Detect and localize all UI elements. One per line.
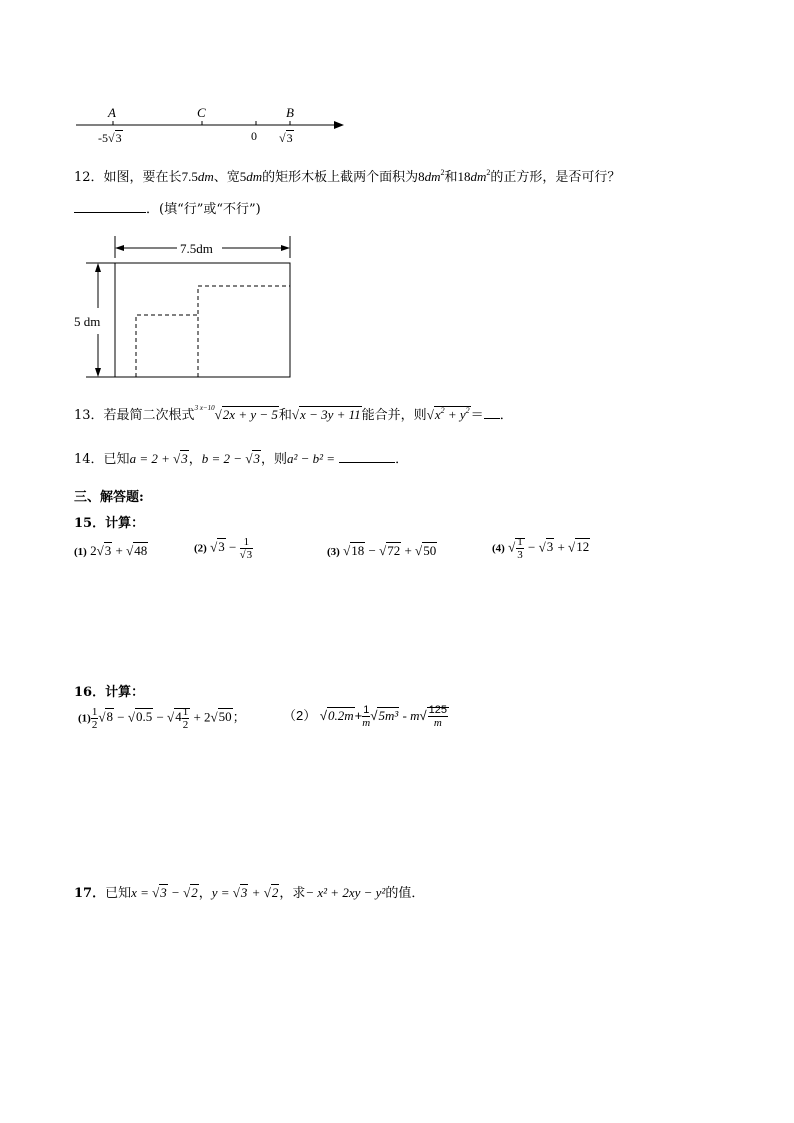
q14-a-expr: a = 2 + √3	[129, 451, 188, 466]
q16-number: 16．	[74, 685, 106, 700]
q12-width: 5dm	[239, 169, 263, 184]
q17-x-expr: x = √3 − √2	[131, 885, 198, 900]
tick-zero: 0	[251, 129, 257, 143]
q12-answer-line	[74, 198, 261, 217]
q14-answer-blank[interactable]	[339, 450, 395, 463]
question-12	[74, 166, 620, 185]
q15-number: 15．	[74, 516, 106, 531]
q12-text-5: 的正方形，是否可行？	[490, 170, 621, 185]
q12-answer-blank[interactable]	[74, 198, 146, 213]
q13-radical-2: √x − 3y + 11	[291, 407, 361, 422]
question-14	[74, 448, 408, 467]
q12-text-3: 的矩形木板上截两个面积为	[262, 170, 419, 185]
q15-part-1: (1) 2√3 + √48	[74, 543, 148, 558]
q12-text-4: 和	[444, 170, 458, 185]
q17-y-expr: y = √3 + √2	[211, 885, 279, 900]
q15-part-3: (3) √18 − √72 + √50	[327, 543, 437, 558]
question-13	[74, 404, 513, 423]
q13-text-3: 能合并，则	[361, 408, 427, 423]
q16-title: 计算：	[105, 685, 145, 700]
q17-number: 17．	[74, 886, 106, 901]
q12-text-1: 如图，要在长	[103, 170, 182, 185]
q12-text-2: 、宽	[213, 170, 240, 185]
q16-part-1: (1) $\frac{1}{2}$ √8 − √0.5 − √4 $\frac{1}{2}$ + 2√50；	[78, 706, 246, 731]
q13-radical-1: $^{3 x-10}$√2x + y − 5	[194, 404, 278, 422]
q13-number: 13．	[74, 408, 104, 423]
question-17	[74, 882, 424, 901]
q13-end: ．	[499, 408, 513, 423]
q14-number: 14．	[74, 452, 104, 467]
question-16	[74, 681, 144, 700]
q14-b-expr: b = 2 − √3	[201, 451, 260, 466]
tick-b-value: √3	[279, 131, 293, 145]
section-3-title: 三、解答题:	[74, 490, 144, 505]
q17-text-3: 的值．	[385, 886, 425, 901]
q13-radical-3: $√x^2 + y^2$	[426, 406, 470, 422]
q12-length: 7.5dm	[181, 169, 214, 184]
q15-title: 计算：	[105, 516, 145, 531]
q13-text-2: 和	[278, 408, 292, 423]
q14-end: ．	[395, 452, 409, 467]
q13-eq: ＝	[470, 408, 484, 423]
q14-expr: a² − b² =	[286, 451, 336, 466]
q13-text-1: 若最简二次根式	[103, 408, 195, 423]
q12-area-1: $8dm^2$	[418, 168, 445, 184]
q14-sep: ，	[188, 452, 202, 467]
board-height-label: 5 dm	[74, 314, 101, 329]
q17-sep: ，	[198, 886, 212, 901]
point-b-label: B	[286, 105, 294, 120]
q15-part-2: (2) √3 − $\frac{1}{√3}$	[194, 536, 253, 561]
q14-text-1: 已知	[103, 452, 130, 467]
point-a-label: A	[108, 105, 116, 120]
q14-text-2: ，则	[260, 452, 287, 467]
tick-a-value: -5√3	[98, 131, 122, 145]
question-15	[74, 512, 144, 531]
q16-part-2: （2） √0.2m+ $\frac{1}{m}$ √5m³ - m√ $\frac{125}{m}$	[283, 704, 447, 729]
q12-fill-hint: ．(填“行”或“不行”)	[146, 202, 261, 217]
q12-area-2: $18dm^2$	[457, 168, 491, 184]
q17-text-1: 已知	[105, 886, 132, 901]
q12-number: 12．	[74, 170, 104, 185]
q17-text-2: ，求	[279, 886, 306, 901]
point-c-label: C	[197, 105, 206, 120]
q13-answer-blank[interactable]	[484, 406, 500, 419]
q15-part-4: (4) √ $\frac{1}{3}$ − √3 + √12	[492, 536, 590, 561]
board-width-label: 7.5dm	[180, 241, 213, 256]
q17-expr: − x² + 2xy − y²	[305, 885, 386, 900]
